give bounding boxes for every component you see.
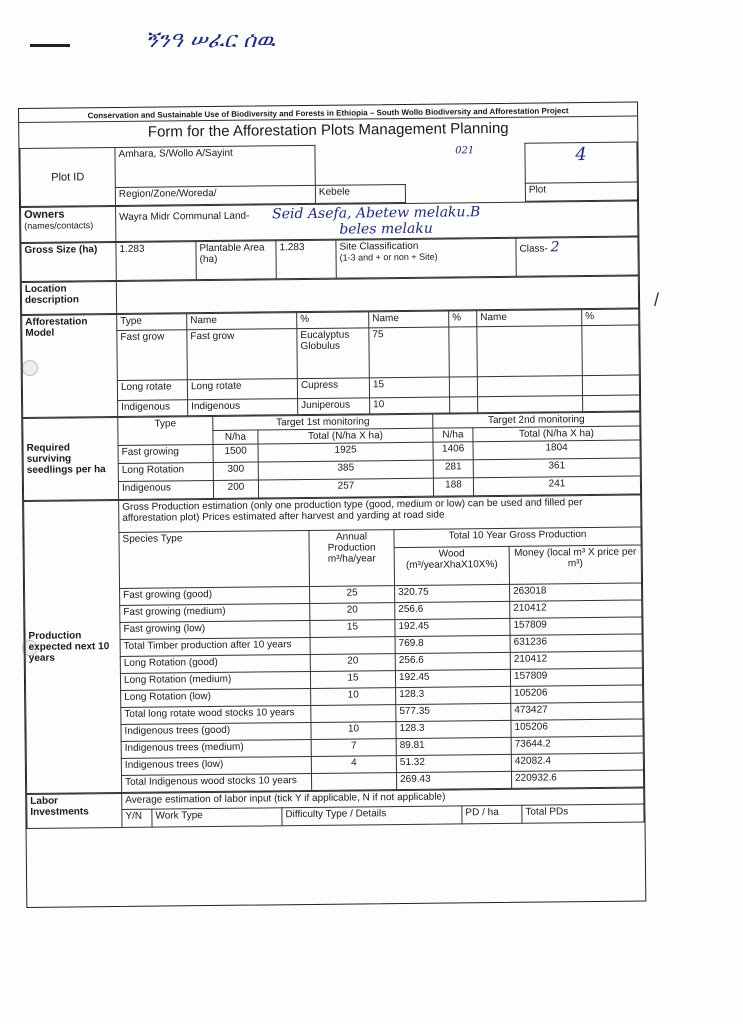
afforestation-header: Name (477, 310, 582, 327)
table-cell: 128.3 (396, 720, 511, 738)
table-cell: 10 (311, 688, 396, 706)
labor-header: Total PDs (522, 804, 644, 823)
table-cell: 1925 (258, 442, 433, 462)
seedlings-subheader: N/ha (213, 430, 258, 444)
table-cell: 15 (369, 377, 449, 398)
labor-note: Average estimation of labor input (tick Y if applicable, N if not applicable) (122, 788, 644, 809)
table-cell: 269.43 (396, 771, 511, 789)
plot-number: 4 (525, 142, 637, 183)
table-cell: Indigenous (118, 400, 188, 417)
table-cell: 1406 (433, 442, 473, 460)
form-sheet (18, 102, 646, 908)
production-note: Gross Production estimation (only one production type (good, medium or low) can be used and filled per afforestation plot) Prices estimated after harvest and yarding at road side (119, 495, 641, 532)
production-label: Production expected next 10 years (24, 500, 122, 793)
table-cell: 188 (433, 478, 473, 496)
table-cell: 75 (369, 327, 450, 378)
labor-header: Difficulty Type / Details (282, 806, 462, 826)
table-cell: 73644.2 (511, 736, 643, 754)
production-header: Species Type (119, 530, 310, 588)
plantable-value: 1.283 (276, 240, 336, 279)
table-cell: 1804 (473, 440, 640, 460)
table-cell: 256.6 (395, 652, 510, 670)
table-cell: 7 (311, 739, 396, 757)
table-cell: Total long rotate wood stocks 10 years (121, 705, 311, 724)
table-cell: 25 (310, 586, 395, 604)
table-cell: Long Rotation (medium) (120, 671, 310, 690)
labor-header: Y/N (122, 809, 152, 827)
table-cell: Cupress (297, 378, 369, 399)
table-cell: 200 (213, 480, 258, 498)
seedlings-subheader: N/ha (433, 428, 473, 442)
table-cell: 42082.4 (511, 753, 643, 771)
table-cell: 15 (310, 620, 395, 638)
labor-header: Work Type (152, 808, 282, 827)
table-cell: 4 (311, 756, 396, 774)
owners-label: Owners (24, 208, 65, 221)
table-cell: 300 (213, 462, 258, 480)
kebele-number: 021 (455, 144, 475, 156)
table-cell: 51.32 (396, 754, 511, 772)
table-cell: Indigenous trees (good) (121, 722, 311, 741)
table-cell: 1500 (213, 444, 258, 462)
afforestation-header: % (582, 309, 639, 326)
table-cell: 105206 (511, 685, 643, 703)
table-cell: 210412 (510, 600, 642, 618)
table-cell: Long rotate (187, 379, 297, 400)
seedlings-subheader: Total (N/ha X ha) (258, 428, 433, 444)
table-cell: 361 (473, 458, 640, 478)
table-cell: 157809 (510, 617, 642, 635)
table-cell: 577.35 (396, 703, 511, 721)
project-header: Conservation and Sustainable Use of Biodiversity and Forests in Ethiopia – South Wollo Biodiversity and Afforestation Project (19, 103, 637, 123)
table-cell: Juniperous (298, 398, 370, 415)
table-cell: Fast growing (118, 444, 213, 463)
table-cell: 210412 (510, 651, 642, 669)
afforestation-header: Name (369, 311, 449, 328)
plot-id-table (19, 142, 638, 207)
seedlings-header: Type (118, 416, 213, 445)
owners-handwriting-2: beles melaku (339, 220, 433, 238)
plantable-label: Plantable Area (ha) (196, 241, 276, 280)
seedlings-header: Target 1st monitoring (213, 414, 433, 430)
production-header: Wood (m³/yearXhaX10X%) (394, 546, 509, 585)
table-cell: 15 (310, 671, 395, 689)
class-label: Class- (519, 243, 548, 255)
labor-table (26, 787, 644, 828)
seedlings-subheader: Total (N/ha X ha) (473, 426, 640, 442)
seedlings-header: Target 2nd monitoring (433, 412, 640, 428)
owners-sub: (names/contacts) (24, 220, 94, 231)
production-table (23, 494, 644, 793)
handwritten-note: ኝንዓ ሠፈር ሰዉ (145, 28, 276, 53)
gross-table (20, 237, 638, 282)
plot-label: Plot (525, 182, 637, 201)
gross-value: 1.283 (116, 242, 196, 281)
table-cell (311, 773, 396, 791)
region-label: Region/Zone/Woreda/ (115, 185, 315, 205)
class-value: 2 (550, 239, 560, 256)
table-cell: 769.8 (395, 635, 510, 653)
region-value: Amhara, S/Wollo A/Sayint (115, 145, 315, 187)
table-cell: Eucalyptus Globulus (297, 328, 370, 379)
afforestation-label: Afforestation Model (22, 314, 118, 417)
production-header: Annual Production m³/ha/year (309, 530, 395, 587)
table-cell: Long Rotation (118, 462, 213, 481)
owners-value: Wayra Midr Communal Land- (119, 210, 250, 223)
form-title: Form for the Afforestation Plots Management Planning (147, 119, 509, 141)
afforestation-header: % (449, 311, 477, 327)
table-cell: Fast grow (187, 329, 298, 380)
table-cell: 192.45 (395, 618, 510, 636)
table-cell: Indigenous (118, 480, 213, 499)
kebele-label: Kebele (315, 184, 405, 203)
table-cell: Fast grow (117, 330, 188, 381)
margin-mark: / (654, 290, 660, 310)
table-cell: Fast growing (good) (120, 586, 310, 605)
table-cell: Fast growing (medium) (120, 603, 310, 622)
table-cell: 320.75 (395, 584, 510, 602)
afforestation-header: Name (187, 313, 297, 330)
table-cell: 157809 (510, 668, 642, 686)
table-cell: Indigenous trees (medium) (121, 739, 311, 758)
table-cell: 89.81 (396, 737, 511, 755)
table-cell: 473427 (511, 702, 643, 720)
site-sub: (1-3 and + or non + Site) (339, 251, 438, 263)
labor-header: PD / ha (462, 805, 522, 824)
table-cell: 241 (473, 476, 640, 496)
afforestation-header: % (297, 312, 369, 329)
production-header: Total 10 Year Gross Production (394, 527, 641, 548)
afforestation-header: Type (117, 314, 187, 331)
table-cell: 20 (310, 654, 395, 672)
table-cell: Fast growing (low) (120, 620, 310, 639)
table-cell: 256.6 (395, 601, 510, 619)
table-cell (311, 705, 396, 723)
table-cell: 281 (433, 460, 473, 478)
table-cell: Long Rotation (good) (120, 654, 310, 673)
afforestation-table (21, 309, 640, 418)
table-cell: Total Timber production after 10 years (120, 637, 310, 656)
labor-label: Labor Investments (27, 793, 122, 828)
table-cell (310, 637, 395, 655)
table-cell: 220932.6 (511, 770, 643, 788)
table-cell: 20 (310, 603, 395, 621)
seedlings-table (22, 412, 641, 501)
handwritten-dash (30, 44, 70, 47)
table-cell: 128.3 (396, 686, 511, 704)
site-label: Site Classification (339, 240, 419, 253)
table-cell: 10 (370, 397, 450, 414)
production-header: Money (local m³ X price per m³) (509, 545, 641, 584)
table-cell: 385 (258, 460, 433, 480)
table-cell: Long Rotation (low) (121, 688, 311, 707)
table-cell: 105206 (511, 719, 643, 737)
table-cell: 192.45 (395, 669, 510, 687)
table-cell: 10 (311, 722, 396, 740)
seedlings-label: Required surviving seedlings per ha (23, 417, 119, 500)
table-cell: Indigenous (188, 399, 298, 416)
table-cell: Total Indigenous wood stocks 10 years (121, 773, 311, 792)
table-cell: 631236 (510, 634, 642, 652)
location-label: Location description (21, 281, 116, 314)
table-cell: Long rotate (117, 380, 187, 401)
table-cell: 257 (258, 478, 433, 498)
plot-id-label: Plot ID (20, 147, 116, 206)
table-cell: Indigenous trees (low) (121, 756, 311, 775)
table-cell: 263018 (510, 583, 642, 601)
gross-label: Gross Size (ha) (21, 242, 116, 281)
owners-handwriting: Seid Asefa, Abetew melaku.B (272, 204, 481, 223)
